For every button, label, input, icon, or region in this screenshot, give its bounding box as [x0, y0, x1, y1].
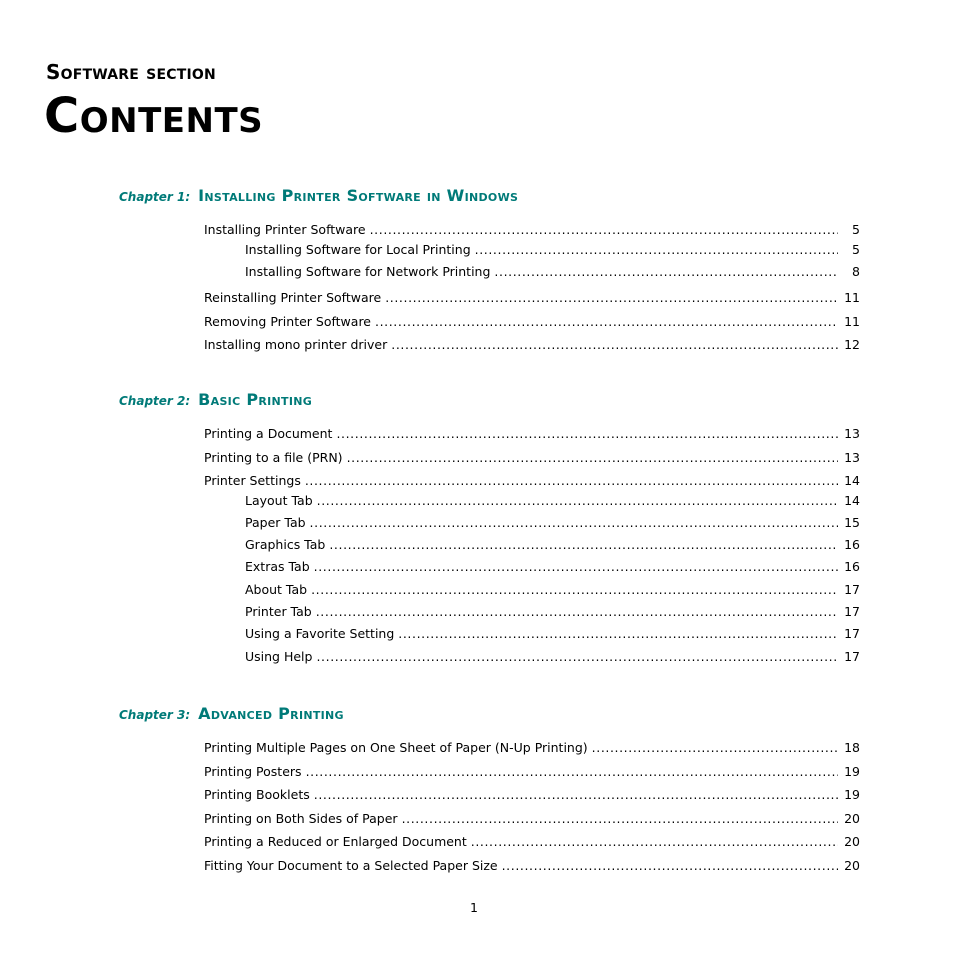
chapter-label: Chapter 1: — [119, 190, 191, 204]
toc-entry-page: 20 — [844, 858, 860, 873]
page-number: 1 — [470, 900, 478, 915]
toc-entry[interactable] — [204, 222, 860, 238]
toc-entry-page: 17 — [844, 649, 860, 664]
toc-entry-title: Printer Settings — [204, 473, 301, 488]
toc-entry[interactable] — [204, 811, 860, 827]
toc-entry[interactable] — [204, 337, 860, 353]
toc-leader-dots — [375, 314, 838, 330]
chapter-title: Basic Printing — [198, 390, 313, 409]
toc-entry-page: 5 — [852, 242, 860, 257]
toc-entry-page: 5 — [852, 222, 860, 237]
toc-entry[interactable] — [245, 493, 860, 509]
toc-entry-title: Installing mono printer driver — [204, 337, 388, 352]
toc-leader-dots — [471, 834, 838, 850]
chapter-label: Chapter 3: — [119, 708, 191, 722]
toc-entry-title: Reinstalling Printer Software — [204, 290, 382, 305]
toc-leader-dots — [336, 426, 838, 442]
toc-entry-title: Paper Tab — [245, 515, 306, 530]
section-label: Software section — [46, 60, 216, 84]
toc-leader-dots — [311, 582, 838, 598]
toc-leader-dots — [502, 858, 838, 874]
toc-leader-dots — [391, 337, 838, 353]
toc-entry-title: Using Help — [245, 649, 313, 664]
toc-entry[interactable] — [245, 604, 860, 620]
toc-entry[interactable] — [204, 290, 860, 306]
toc-leader-dots — [317, 493, 838, 509]
toc-entry-page: 20 — [844, 811, 860, 826]
toc-entry-title: Extras Tab — [245, 559, 310, 574]
toc-entry-page: 14 — [844, 493, 860, 508]
chapter-heading — [119, 186, 518, 206]
toc-leader-dots — [385, 290, 838, 306]
toc-leader-dots — [316, 649, 838, 665]
toc-leader-dots — [475, 242, 838, 258]
chapter-title: Installing Printer Software in Windows — [198, 186, 519, 205]
toc-entry[interactable] — [204, 740, 860, 756]
toc-entry-title: Printing on Both Sides of Paper — [204, 811, 398, 826]
toc-entry[interactable] — [245, 515, 860, 531]
toc-entry-page: 16 — [844, 559, 860, 574]
toc-entry-page: 17 — [844, 604, 860, 619]
toc-entry-title: Removing Printer Software — [204, 314, 371, 329]
toc-entry-page: 13 — [844, 426, 860, 441]
toc-entry[interactable] — [245, 537, 860, 553]
toc-entry-title: About Tab — [245, 582, 308, 597]
toc-entry-page: 16 — [844, 537, 860, 552]
toc-entry[interactable] — [204, 787, 860, 803]
toc-entry-title: Printing Multiple Pages on One Sheet of Paper (N-Up Printing) — [204, 740, 588, 755]
toc-leader-dots — [592, 740, 838, 756]
toc-entry[interactable] — [204, 858, 860, 874]
toc-entry-page: 8 — [852, 264, 860, 279]
toc-entry-title: Printing to a file (PRN) — [204, 450, 343, 465]
toc-entry[interactable] — [204, 314, 860, 330]
toc-leader-dots — [347, 450, 838, 466]
toc-entry-title: Installing Software for Local Printing — [245, 242, 471, 257]
toc-entry-title: Graphics Tab — [245, 537, 326, 552]
toc-entry[interactable] — [245, 264, 860, 280]
toc-entry[interactable] — [245, 582, 860, 598]
chapter-title: Advanced Printing — [198, 704, 344, 723]
toc-leader-dots — [370, 222, 838, 238]
toc-leader-dots — [305, 473, 838, 489]
toc-leader-dots — [310, 515, 838, 531]
toc-entry[interactable] — [245, 242, 860, 258]
toc-entry-page: 20 — [844, 834, 860, 849]
toc-entry[interactable] — [204, 426, 860, 442]
toc-entry-page: 14 — [844, 473, 860, 488]
chapter-label: Chapter 2: — [119, 394, 191, 408]
toc-entry-page: 17 — [844, 582, 860, 597]
toc-entry-title: Printing a Document — [204, 426, 333, 441]
toc-entry-page: 19 — [844, 764, 860, 779]
toc-leader-dots — [398, 626, 838, 642]
toc-entry-title: Installing Printer Software — [204, 222, 366, 237]
toc-entry-title: Printing a Reduced or Enlarged Document — [204, 834, 467, 849]
toc-entry[interactable] — [204, 473, 860, 489]
toc-leader-dots — [402, 811, 838, 827]
toc-entry[interactable] — [245, 626, 860, 642]
toc-entry[interactable] — [204, 834, 860, 850]
toc-entry-page: 13 — [844, 450, 860, 465]
toc-entry[interactable] — [245, 559, 860, 575]
toc-entry-page: 18 — [844, 740, 860, 755]
chapter-heading — [119, 390, 312, 410]
toc-entry-title: Printer Tab — [245, 604, 312, 619]
toc-entry-page: 11 — [844, 314, 860, 329]
page-title: Contents — [44, 88, 264, 144]
toc-entry-page: 15 — [844, 515, 860, 530]
toc-entry-page: 17 — [844, 626, 860, 641]
toc-leader-dots — [314, 787, 838, 803]
toc-entry[interactable] — [245, 649, 860, 665]
toc-entry-title: Installing Software for Network Printing — [245, 264, 491, 279]
toc-entry-page: 11 — [844, 290, 860, 305]
toc-entry-page: 12 — [844, 337, 860, 352]
toc-leader-dots — [494, 264, 838, 280]
toc-entry[interactable] — [204, 450, 860, 466]
toc-leader-dots — [314, 559, 838, 575]
toc-entry-title: Layout Tab — [245, 493, 313, 508]
toc-entry-title: Using a Favorite Setting — [245, 626, 395, 641]
toc-leader-dots — [306, 764, 838, 780]
toc-leader-dots — [316, 604, 838, 620]
toc-entry[interactable] — [204, 764, 860, 780]
toc-leader-dots — [329, 537, 838, 553]
chapter-heading — [119, 704, 344, 724]
toc-entry-title: Printing Booklets — [204, 787, 310, 802]
toc-entry-page: 19 — [844, 787, 860, 802]
toc-entry-title: Printing Posters — [204, 764, 302, 779]
toc-entry-title: Fitting Your Document to a Selected Paper Size — [204, 858, 498, 873]
